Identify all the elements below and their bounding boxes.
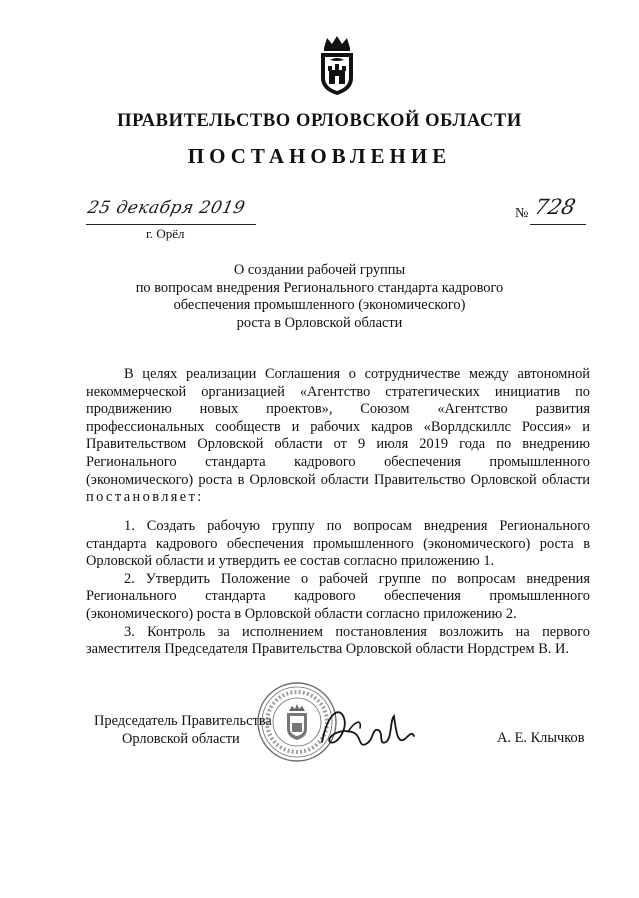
position-line: Орловской области (122, 730, 240, 747)
handwritten-number: 728 (532, 195, 578, 219)
handwritten-date: 25 декабря 2019 (85, 198, 247, 218)
resolution-items (86, 518, 590, 659)
resolves-word: постановляет: (86, 489, 204, 506)
subject-line: О создании рабочей группы (233, 262, 406, 278)
preamble-text: В целях реализации Соглашения о сотрудничестве между автономной некоммерческой организацией «Агентство стратегических инициатив по продвижению новых проектов», Союзом «Агентство развития профессиональных сообществ и рабочих кадров «Ворлдскиллс Россия» и Правительством Орловской области от 9 июля 2019 года по внедрению Регионального стандарта кадрового обеспечения промышленного (экономического) роста в Орловской области Правительство Орловской области (86, 366, 590, 488)
handwritten-signature-icon (318, 702, 416, 756)
position-line: Председатель Правительства (94, 713, 272, 729)
orel-oblast-coat-of-arms-icon (318, 34, 356, 96)
document-subject (120, 262, 519, 332)
city-label: г. Орёл (146, 226, 185, 241)
resolution-item: 3. Контроль за исполнением постановления возложить на первого заместителя Председателя Правительства Орловской области Нордстрем В. И. (86, 623, 590, 658)
signatory-name: А. Е. Клычков (497, 730, 585, 746)
resolution-item: 1. Создать рабочую группу по вопросам внедрения Регионального стандарта кадрового обеспечения промышленного (экономического) роста в Орловской области и утвердить ее состав согласно приложению 1. (86, 518, 590, 570)
preamble-paragraph (86, 366, 590, 507)
subject-line: обеспечения промышленного (экономического) (173, 297, 466, 314)
subject-line: роста в Орловской области (236, 314, 403, 331)
subject-line: по вопросам внедрения Регионального стандарта кадрового (135, 279, 504, 296)
resolution-item: 2. Утвердить Положение о рабочей группе по вопросам внедрения Регионального стандарта кадрового обеспечения промышленного (экономического) роста в Орловской области согласно приложению 2. (86, 570, 590, 622)
document-type-title: ПОСТАНОВЛЕНИЕ (187, 144, 452, 168)
number-label: № (515, 206, 529, 221)
signatory-position (94, 713, 272, 748)
government-name: ПРАВИТЕЛЬСТВО ОРЛОВСКОЙ ОБЛАСТИ (117, 111, 522, 131)
